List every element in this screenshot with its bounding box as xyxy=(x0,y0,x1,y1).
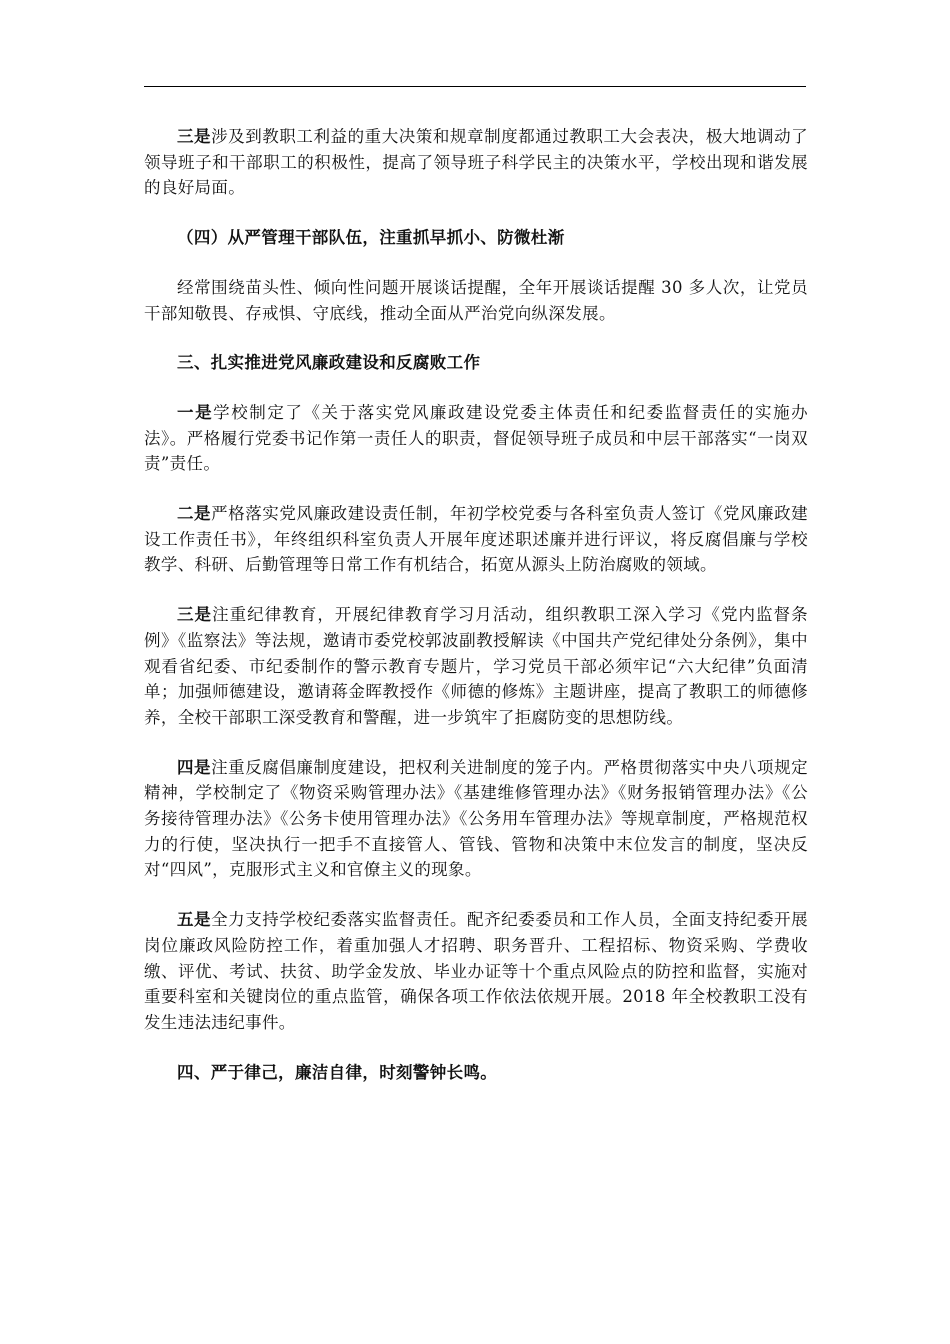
paragraph-three-discipline-education xyxy=(144,602,808,731)
paragraph-one-implementation xyxy=(144,400,808,477)
paragraph-lead: 二是 xyxy=(177,504,212,524)
paragraph-text: 注重纪律教育，开展纪律教育学习月活动，组织教职工深入学习《党内监督条例》《监察法》等法规，邀请市委党校郭波副教授解读《中国共产党纪律处分条例》，集中观看省纪委、市纪委制作的警示教育专题片，学习党员干部必须牢记“六大纪律”负面清单；加强师德建设，邀请蒋金晖教授作《师德的修炼》主题讲座，提高了教职工的师德修养，全校干部职工深受教育和警醒，进一步筑牢了拒腐防变的思想防线。 xyxy=(144,605,808,727)
paragraph-lead: 五是 xyxy=(177,910,212,930)
document-body xyxy=(144,124,808,1085)
paragraph-talk-reminders xyxy=(144,275,808,326)
paragraph-lead: 三是 xyxy=(177,127,212,146)
section-heading-four: 四、严于律己，廉洁自律，时刻警钟长鸣。 xyxy=(177,1062,498,1082)
paragraph-lead: 三是 xyxy=(177,605,213,625)
paragraph-text: 注重反腐倡廉制度建设，把权利关进制度的笼子内。严格贯彻落实中央八项规定精神，学校制定了《物资采购管理办法》《基建维修管理办法》《财务报销管理办法》《公务接待管理办法》《公务卡使用管理办法》《公务用车管理办法》等规章制度，严格规范权力的行使，坚决执行一把手不直接管人、管钱、管物和决策中末位发言的制度，坚决反对“四风”，克服形式主义和官僚主义的现象。 xyxy=(144,757,809,880)
paragraph-three-democratic-decision xyxy=(144,124,808,201)
header-rule xyxy=(144,86,806,87)
paragraph-text: 全力支持学校纪委落实监督责任。配齐纪委委员和工作人员，全面支持纪委开展岗位廉政风险防控工作，着重加强人才招聘、职务晋升、工程招标、物资采购、学费收缴、评优、考试、扶贫、助学金发放、毕业办证等十个重点风险点的防控和监督，实施对重要科室和关键岗位的重点监管，确保各项工作依法依规开展。2018 年全校教职工没有发生违法违纪事件。 xyxy=(144,910,809,1032)
paragraph-lead: 四是 xyxy=(177,757,212,777)
paragraph-five-supervision xyxy=(144,907,808,1036)
paragraph-text: 涉及到教职工利益的重大决策和规章制度都通过教职工大会表决，极大地调动了领导班子和干部职工的积极性，提高了领导班子科学民主的决策水平，学校出现和谐发展的良好局面。 xyxy=(144,127,809,198)
section-heading-4: （四）从严管理干部队伍，注重抓早抓小、防微杜渐 xyxy=(177,228,565,248)
paragraph-lead: 一是 xyxy=(177,402,214,422)
section-heading-three: 三、扎实推进党风廉政建设和反腐败工作 xyxy=(177,353,481,373)
paragraph-text: 经常围绕苗头性、倾向性问题开展谈话提醒，全年开展谈话提醒 30 多人次，让党员干部知敬畏、存戒惧、守底线，推动全面从严治党向纵深发展。 xyxy=(144,277,808,323)
paragraph-text: 学校制定了《关于落实党风廉政建设党委主体责任和纪委监督责任的实施办法》。严格履行党委书记作第一责任人的职责，督促领导班子成员和中层干部落实“一岗双责”责任。 xyxy=(144,402,808,474)
paragraph-four-institution-building xyxy=(144,755,808,884)
paragraph-two-responsibility xyxy=(144,501,808,578)
paragraph-text: 严格落实党风廉政建设责任制，年初学校党委与各科室负责人签订《党风廉政建设工作责任书》，年终组织科室负责人开展年度述职述廉并进行评议，将反腐倡廉与学校教学、科研、后勤管理等日常工作有机结合，拓宽从源头上防治腐败的领域。 xyxy=(144,504,809,575)
